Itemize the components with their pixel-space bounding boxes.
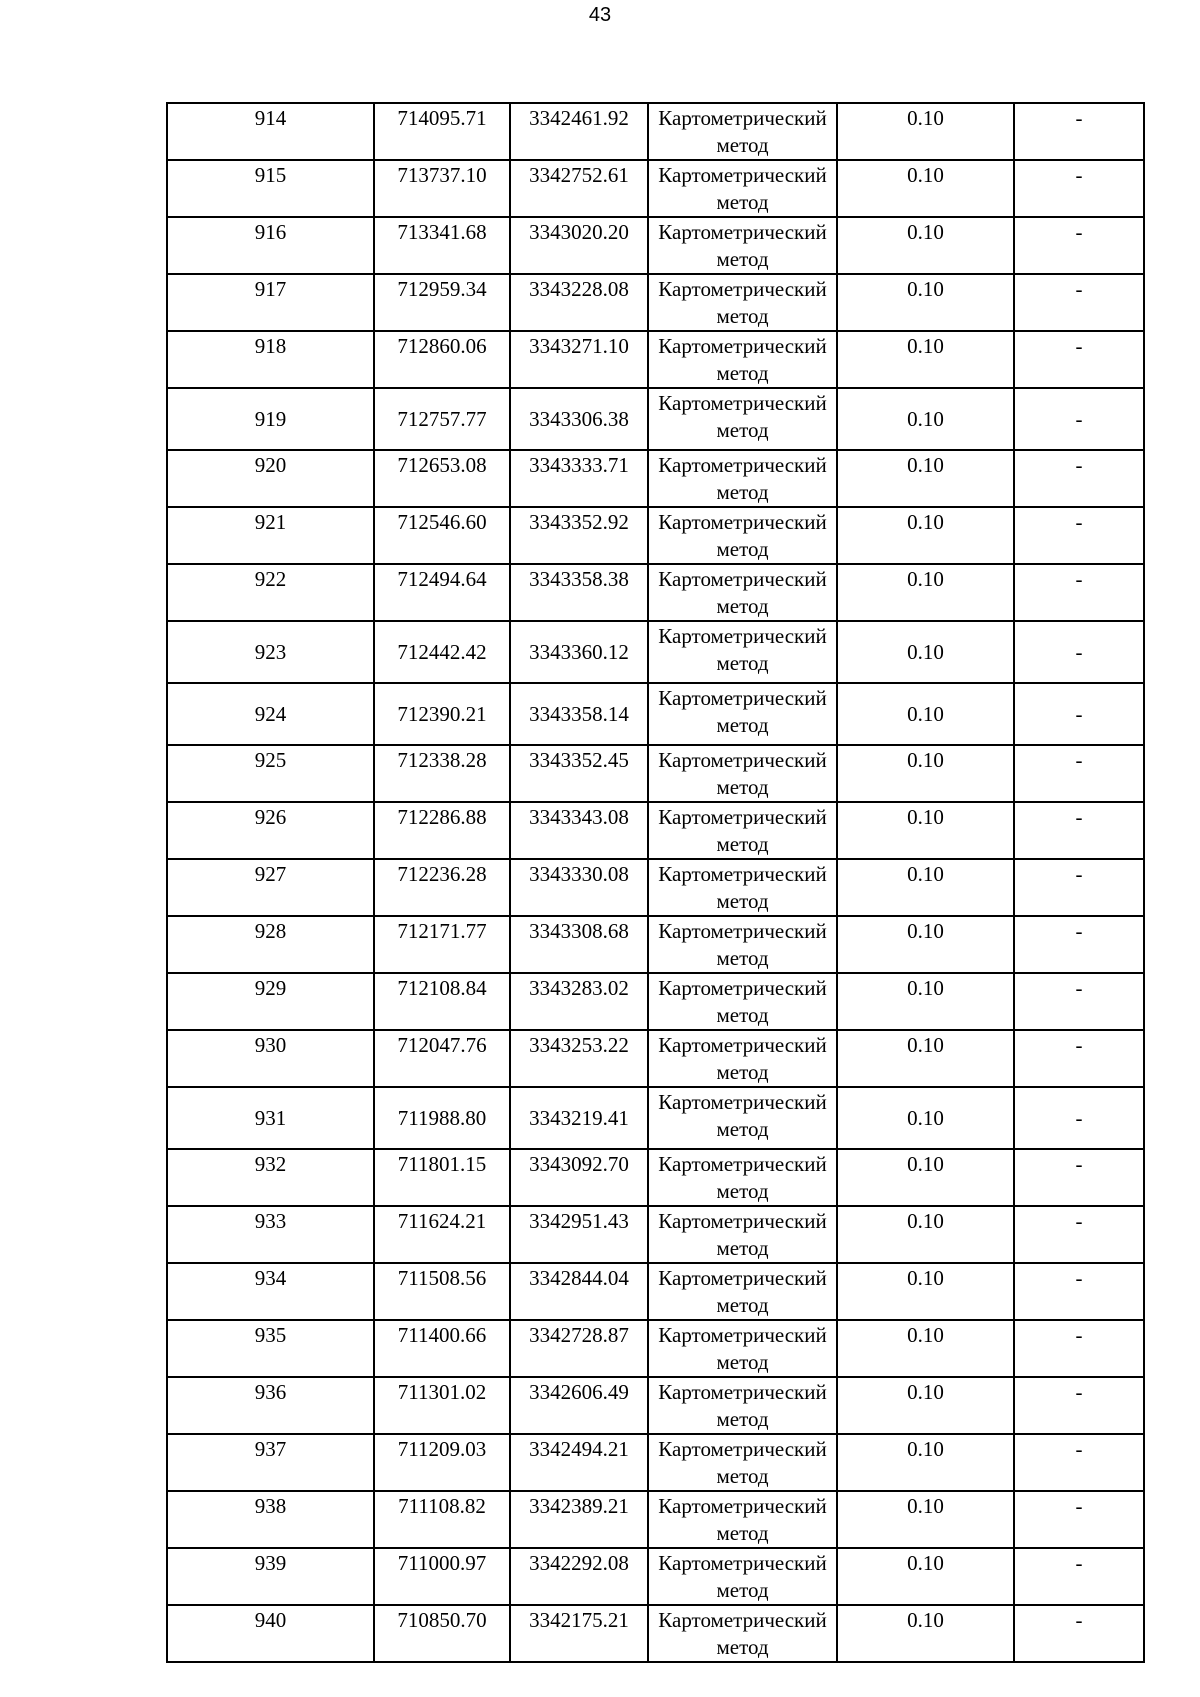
note-cell: - bbox=[1014, 1548, 1144, 1605]
point-number-cell: 930 bbox=[167, 1030, 374, 1087]
error-cell: 0.10 bbox=[837, 683, 1014, 745]
method-cell bbox=[648, 160, 837, 217]
table-row bbox=[167, 507, 1144, 564]
method-cell bbox=[648, 916, 837, 973]
method-line-2: метод bbox=[716, 889, 769, 913]
method-line-1: Картометрический bbox=[658, 106, 827, 130]
method-cell bbox=[648, 331, 837, 388]
method-line-2: метод bbox=[716, 1293, 769, 1317]
method-cell bbox=[648, 274, 837, 331]
method-cell bbox=[648, 859, 837, 916]
table-row bbox=[167, 103, 1144, 160]
point-number-cell: 921 bbox=[167, 507, 374, 564]
error-cell: 0.10 bbox=[837, 1149, 1014, 1206]
x-coordinate-cell: 712390.21 bbox=[374, 683, 510, 745]
method-line-1: Картометрический bbox=[658, 805, 827, 829]
method-cell bbox=[648, 1491, 837, 1548]
table-row bbox=[167, 1491, 1144, 1548]
note-cell: - bbox=[1014, 745, 1144, 802]
x-coordinate-cell: 712171.77 bbox=[374, 916, 510, 973]
error-cell: 0.10 bbox=[837, 1206, 1014, 1263]
note-cell: - bbox=[1014, 331, 1144, 388]
method-line-2: метод bbox=[716, 713, 769, 737]
method-line-2: метод bbox=[716, 1521, 769, 1545]
table-row bbox=[167, 683, 1144, 745]
method-line-1: Картометрический bbox=[658, 1323, 827, 1347]
table-row bbox=[167, 621, 1144, 683]
x-coordinate-cell: 713341.68 bbox=[374, 217, 510, 274]
note-cell: - bbox=[1014, 450, 1144, 507]
point-number-cell: 919 bbox=[167, 388, 374, 450]
method-cell bbox=[648, 1605, 837, 1662]
table-row bbox=[167, 388, 1144, 450]
table-row bbox=[167, 1263, 1144, 1320]
x-coordinate-cell: 711988.80 bbox=[374, 1087, 510, 1149]
method-line-2: метод bbox=[716, 1464, 769, 1488]
method-line-2: метод bbox=[716, 480, 769, 504]
error-cell: 0.10 bbox=[837, 160, 1014, 217]
x-coordinate-cell: 711209.03 bbox=[374, 1434, 510, 1491]
note-cell: - bbox=[1014, 1263, 1144, 1320]
point-number-cell: 926 bbox=[167, 802, 374, 859]
error-cell: 0.10 bbox=[837, 388, 1014, 450]
method-cell bbox=[648, 1206, 837, 1263]
y-coordinate-cell: 3342951.43 bbox=[510, 1206, 648, 1263]
note-cell: - bbox=[1014, 1434, 1144, 1491]
method-line-2: метод bbox=[716, 1407, 769, 1431]
method-line-2: метод bbox=[716, 1578, 769, 1602]
error-cell: 0.10 bbox=[837, 621, 1014, 683]
method-cell bbox=[648, 217, 837, 274]
point-number-cell: 933 bbox=[167, 1206, 374, 1263]
x-coordinate-cell: 712338.28 bbox=[374, 745, 510, 802]
method-cell bbox=[648, 683, 837, 745]
point-number-cell: 928 bbox=[167, 916, 374, 973]
method-line-2: метод bbox=[716, 304, 769, 328]
error-cell: 0.10 bbox=[837, 564, 1014, 621]
method-line-1: Картометрический bbox=[658, 1494, 827, 1518]
x-coordinate-cell: 711624.21 bbox=[374, 1206, 510, 1263]
table-row bbox=[167, 450, 1144, 507]
method-line-2: метод bbox=[716, 1350, 769, 1374]
point-number-cell: 920 bbox=[167, 450, 374, 507]
note-cell: - bbox=[1014, 103, 1144, 160]
method-line-2: метод bbox=[716, 361, 769, 385]
note-cell: - bbox=[1014, 217, 1144, 274]
y-coordinate-cell: 3343306.38 bbox=[510, 388, 648, 450]
table-row bbox=[167, 160, 1144, 217]
method-line-2: метод bbox=[716, 775, 769, 799]
note-cell: - bbox=[1014, 1206, 1144, 1263]
point-number-cell: 932 bbox=[167, 1149, 374, 1206]
x-coordinate-cell: 712959.34 bbox=[374, 274, 510, 331]
point-number-cell: 918 bbox=[167, 331, 374, 388]
method-line-2: метод bbox=[716, 418, 769, 442]
method-line-1: Картометрический bbox=[658, 1266, 827, 1290]
y-coordinate-cell: 3343343.08 bbox=[510, 802, 648, 859]
x-coordinate-cell: 714095.71 bbox=[374, 103, 510, 160]
error-cell: 0.10 bbox=[837, 973, 1014, 1030]
y-coordinate-cell: 3343283.02 bbox=[510, 973, 648, 1030]
y-coordinate-cell: 3343228.08 bbox=[510, 274, 648, 331]
point-number-cell: 914 bbox=[167, 103, 374, 160]
x-coordinate-cell: 711400.66 bbox=[374, 1320, 510, 1377]
method-line-2: метод bbox=[716, 1179, 769, 1203]
note-cell: - bbox=[1014, 160, 1144, 217]
method-line-2: метод bbox=[716, 133, 769, 157]
method-line-1: Картометрический bbox=[658, 334, 827, 358]
method-line-1: Картометрический bbox=[658, 277, 827, 301]
x-coordinate-cell: 710850.70 bbox=[374, 1605, 510, 1662]
method-line-1: Картометрический bbox=[658, 1437, 827, 1461]
method-line-2: метод bbox=[716, 1003, 769, 1027]
table-row bbox=[167, 564, 1144, 621]
method-line-1: Картометрический bbox=[658, 976, 827, 1000]
y-coordinate-cell: 3342461.92 bbox=[510, 103, 648, 160]
x-coordinate-cell: 711508.56 bbox=[374, 1263, 510, 1320]
method-cell bbox=[648, 507, 837, 564]
point-number-cell: 925 bbox=[167, 745, 374, 802]
note-cell: - bbox=[1014, 564, 1144, 621]
method-cell bbox=[648, 1149, 837, 1206]
method-line-2: метод bbox=[716, 1117, 769, 1141]
method-cell bbox=[648, 745, 837, 802]
method-line-2: метод bbox=[716, 1635, 769, 1659]
note-cell: - bbox=[1014, 683, 1144, 745]
method-cell bbox=[648, 1263, 837, 1320]
point-number-cell: 917 bbox=[167, 274, 374, 331]
method-line-2: метод bbox=[716, 537, 769, 561]
y-coordinate-cell: 3343358.14 bbox=[510, 683, 648, 745]
x-coordinate-cell: 712108.84 bbox=[374, 973, 510, 1030]
method-cell bbox=[648, 1030, 837, 1087]
method-line-1: Картометрический bbox=[658, 1551, 827, 1575]
method-line-1: Картометрический bbox=[658, 1608, 827, 1632]
error-cell: 0.10 bbox=[837, 450, 1014, 507]
y-coordinate-cell: 3343092.70 bbox=[510, 1149, 648, 1206]
x-coordinate-cell: 711801.15 bbox=[374, 1149, 510, 1206]
note-cell: - bbox=[1014, 274, 1144, 331]
table-row bbox=[167, 1320, 1144, 1377]
y-coordinate-cell: 3343308.68 bbox=[510, 916, 648, 973]
point-number-cell: 935 bbox=[167, 1320, 374, 1377]
error-cell: 0.10 bbox=[837, 1087, 1014, 1149]
method-cell bbox=[648, 1377, 837, 1434]
method-cell bbox=[648, 621, 837, 683]
y-coordinate-cell: 3343271.10 bbox=[510, 331, 648, 388]
table-row bbox=[167, 1030, 1144, 1087]
table-row bbox=[167, 1206, 1144, 1263]
table-row bbox=[167, 802, 1144, 859]
error-cell: 0.10 bbox=[837, 1434, 1014, 1491]
note-cell: - bbox=[1014, 621, 1144, 683]
point-number-cell: 940 bbox=[167, 1605, 374, 1662]
y-coordinate-cell: 3342844.04 bbox=[510, 1263, 648, 1320]
x-coordinate-cell: 711301.02 bbox=[374, 1377, 510, 1434]
method-line-1: Картометрический bbox=[658, 1090, 827, 1114]
point-number-cell: 929 bbox=[167, 973, 374, 1030]
x-coordinate-cell: 712236.28 bbox=[374, 859, 510, 916]
note-cell: - bbox=[1014, 973, 1144, 1030]
method-line-1: Картометрический bbox=[658, 567, 827, 591]
table-row bbox=[167, 916, 1144, 973]
note-cell: - bbox=[1014, 1149, 1144, 1206]
error-cell: 0.10 bbox=[837, 103, 1014, 160]
x-coordinate-cell: 712442.42 bbox=[374, 621, 510, 683]
point-number-cell: 938 bbox=[167, 1491, 374, 1548]
note-cell: - bbox=[1014, 916, 1144, 973]
note-cell: - bbox=[1014, 859, 1144, 916]
x-coordinate-cell: 712286.88 bbox=[374, 802, 510, 859]
note-cell: - bbox=[1014, 1605, 1144, 1662]
note-cell: - bbox=[1014, 802, 1144, 859]
point-number-cell: 915 bbox=[167, 160, 374, 217]
method-line-1: Картометрический bbox=[658, 686, 827, 710]
y-coordinate-cell: 3342728.87 bbox=[510, 1320, 648, 1377]
method-line-2: метод bbox=[716, 651, 769, 675]
table-row bbox=[167, 331, 1144, 388]
table-row bbox=[167, 859, 1144, 916]
point-number-cell: 927 bbox=[167, 859, 374, 916]
point-number-cell: 934 bbox=[167, 1263, 374, 1320]
table-row bbox=[167, 1548, 1144, 1605]
table-row bbox=[167, 1087, 1144, 1149]
y-coordinate-cell: 3343020.20 bbox=[510, 217, 648, 274]
point-number-cell: 922 bbox=[167, 564, 374, 621]
note-cell: - bbox=[1014, 1320, 1144, 1377]
method-line-1: Картометрический bbox=[658, 391, 827, 415]
table-row bbox=[167, 217, 1144, 274]
error-cell: 0.10 bbox=[837, 1320, 1014, 1377]
method-cell bbox=[648, 564, 837, 621]
note-cell: - bbox=[1014, 1491, 1144, 1548]
table-row bbox=[167, 745, 1144, 802]
y-coordinate-cell: 3343352.92 bbox=[510, 507, 648, 564]
error-cell: 0.10 bbox=[837, 1263, 1014, 1320]
table-row bbox=[167, 1434, 1144, 1491]
y-coordinate-cell: 3342389.21 bbox=[510, 1491, 648, 1548]
method-cell bbox=[648, 973, 837, 1030]
y-coordinate-cell: 3342175.21 bbox=[510, 1605, 648, 1662]
method-line-2: метод bbox=[716, 1060, 769, 1084]
method-line-2: метод bbox=[716, 190, 769, 214]
point-number-cell: 923 bbox=[167, 621, 374, 683]
y-coordinate-cell: 3342494.21 bbox=[510, 1434, 648, 1491]
method-cell bbox=[648, 1320, 837, 1377]
error-cell: 0.10 bbox=[837, 916, 1014, 973]
method-line-1: Картометрический bbox=[658, 510, 827, 534]
point-number-cell: 937 bbox=[167, 1434, 374, 1491]
note-cell: - bbox=[1014, 388, 1144, 450]
x-coordinate-cell: 712494.64 bbox=[374, 564, 510, 621]
note-cell: - bbox=[1014, 507, 1144, 564]
error-cell: 0.10 bbox=[837, 1491, 1014, 1548]
error-cell: 0.10 bbox=[837, 745, 1014, 802]
point-number-cell: 936 bbox=[167, 1377, 374, 1434]
point-number-cell: 939 bbox=[167, 1548, 374, 1605]
error-cell: 0.10 bbox=[837, 331, 1014, 388]
y-coordinate-cell: 3343333.71 bbox=[510, 450, 648, 507]
method-cell bbox=[648, 450, 837, 507]
error-cell: 0.10 bbox=[837, 507, 1014, 564]
y-coordinate-cell: 3343352.45 bbox=[510, 745, 648, 802]
note-cell: - bbox=[1014, 1087, 1144, 1149]
y-coordinate-cell: 3343253.22 bbox=[510, 1030, 648, 1087]
coordinates-table bbox=[166, 102, 1145, 1663]
method-cell bbox=[648, 103, 837, 160]
table-row bbox=[167, 973, 1144, 1030]
x-coordinate-cell: 712653.08 bbox=[374, 450, 510, 507]
method-cell bbox=[648, 1434, 837, 1491]
point-number-cell: 924 bbox=[167, 683, 374, 745]
method-line-1: Картометрический bbox=[658, 862, 827, 886]
method-line-1: Картометрический bbox=[658, 624, 827, 648]
error-cell: 0.10 bbox=[837, 1030, 1014, 1087]
method-line-1: Картометрический bbox=[658, 1209, 827, 1233]
method-line-1: Картометрический bbox=[658, 453, 827, 477]
x-coordinate-cell: 713737.10 bbox=[374, 160, 510, 217]
method-line-2: метод bbox=[716, 594, 769, 618]
note-cell: - bbox=[1014, 1377, 1144, 1434]
method-line-1: Картометрический bbox=[658, 1152, 827, 1176]
point-number-cell: 931 bbox=[167, 1087, 374, 1149]
y-coordinate-cell: 3343360.12 bbox=[510, 621, 648, 683]
method-line-1: Картометрический bbox=[658, 919, 827, 943]
error-cell: 0.10 bbox=[837, 217, 1014, 274]
table-row bbox=[167, 1377, 1144, 1434]
method-cell bbox=[648, 1087, 837, 1149]
coordinates-table-body bbox=[167, 103, 1144, 1662]
x-coordinate-cell: 712757.77 bbox=[374, 388, 510, 450]
method-line-2: метод bbox=[716, 946, 769, 970]
table-row bbox=[167, 1149, 1144, 1206]
point-number-cell: 916 bbox=[167, 217, 374, 274]
x-coordinate-cell: 712047.76 bbox=[374, 1030, 510, 1087]
y-coordinate-cell: 3343358.38 bbox=[510, 564, 648, 621]
error-cell: 0.10 bbox=[837, 1377, 1014, 1434]
method-cell bbox=[648, 1548, 837, 1605]
method-line-1: Картометрический bbox=[658, 748, 827, 772]
method-line-1: Картометрический bbox=[658, 1033, 827, 1057]
x-coordinate-cell: 712546.60 bbox=[374, 507, 510, 564]
method-line-1: Картометрический bbox=[658, 163, 827, 187]
x-coordinate-cell: 711108.82 bbox=[374, 1491, 510, 1548]
error-cell: 0.10 bbox=[837, 859, 1014, 916]
y-coordinate-cell: 3342752.61 bbox=[510, 160, 648, 217]
method-line-2: метод bbox=[716, 247, 769, 271]
page-number: 43 bbox=[588, 4, 612, 26]
method-line-2: метод bbox=[716, 1236, 769, 1260]
y-coordinate-cell: 3343219.41 bbox=[510, 1087, 648, 1149]
y-coordinate-cell: 3342292.08 bbox=[510, 1548, 648, 1605]
y-coordinate-cell: 3342606.49 bbox=[510, 1377, 648, 1434]
method-line-1: Картометрический bbox=[658, 220, 827, 244]
error-cell: 0.10 bbox=[837, 274, 1014, 331]
method-cell bbox=[648, 388, 837, 450]
x-coordinate-cell: 711000.97 bbox=[374, 1548, 510, 1605]
note-cell: - bbox=[1014, 1030, 1144, 1087]
error-cell: 0.10 bbox=[837, 802, 1014, 859]
y-coordinate-cell: 3343330.08 bbox=[510, 859, 648, 916]
method-line-2: метод bbox=[716, 832, 769, 856]
x-coordinate-cell: 712860.06 bbox=[374, 331, 510, 388]
error-cell: 0.10 bbox=[837, 1548, 1014, 1605]
method-cell bbox=[648, 802, 837, 859]
table-row bbox=[167, 274, 1144, 331]
error-cell: 0.10 bbox=[837, 1605, 1014, 1662]
table-row bbox=[167, 1605, 1144, 1662]
method-line-1: Картометрический bbox=[658, 1380, 827, 1404]
